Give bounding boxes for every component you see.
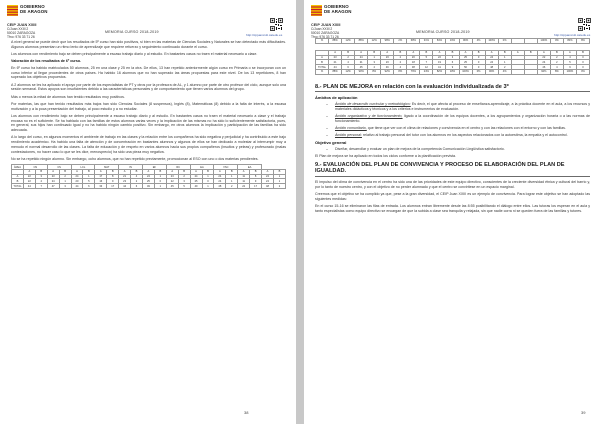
page-number: 38 (244, 410, 249, 415)
table-cell: 44 (71, 184, 83, 189)
table-cell: 4 (35, 179, 47, 184)
table-header-cell: RC (166, 165, 190, 170)
table-cell: 1 (59, 179, 71, 184)
table-cell: 5 (420, 55, 433, 60)
table-header-cell: A (563, 50, 576, 55)
list-item (315, 126, 590, 131)
table-cell: 2 (498, 65, 511, 70)
table-cell: 20 (407, 55, 420, 60)
school-website-link[interactable]: http://cpjuanxxiii.catedu.es (246, 33, 283, 37)
table-cell: 2 (178, 174, 190, 179)
bullet-dash: – (326, 102, 328, 107)
table-cell: 4 (131, 174, 143, 179)
logo-line-2: DE ARAGON (324, 8, 352, 14)
table-cell: 8 (107, 174, 119, 179)
table-header-cell: B (368, 50, 381, 55)
gobierno-aragon-logo (311, 5, 375, 19)
table-percent-cell: 8% (550, 69, 563, 74)
table-cell: 23 (381, 55, 394, 60)
table-cell: 9 (250, 179, 262, 184)
table-percent-cell: 100% (485, 39, 498, 44)
table-cell: 3 (35, 174, 47, 179)
table-cell: 24 (537, 60, 550, 65)
ambito-label: Ámbito de desarrollo curricular y metodológico: (335, 102, 411, 107)
table-cell: 50 (459, 65, 472, 70)
table-cell: 1 (202, 174, 214, 179)
ambito-text: ligado a la coordinación de los equipos docentes, a los agrupamientos y organización horaria o a las normas de funcionamiento. (335, 114, 590, 123)
paragraph: En el curso 15-16 se eliminaron las filas de entrada. Los alumnos entran libremente desde las 8:55 posibilitando el diálogo entre ellos. Las tutoras los esperan en el aula y tanto especialistas como equipo directivo se encargan de que la subida a clase sea tranquila y relajada, sin que nadie corra ni se queden fuera de las familias y tutores. (315, 203, 590, 213)
table-cell: 2 (131, 179, 143, 184)
table-percent-cell: 84% (433, 39, 446, 44)
table-cell: 7 (420, 60, 433, 65)
table-cell: 6 (446, 60, 459, 65)
table-header-cell: A (485, 50, 498, 55)
table-cell: 48 (214, 184, 226, 189)
table-cell: 46 (537, 65, 550, 70)
table-grade-cell: A (23, 169, 35, 174)
gobierno-aragon-logo (7, 5, 71, 19)
table-cell: 4 (368, 65, 381, 70)
table-cell: 49 (190, 184, 202, 189)
table-cell: 47 (47, 184, 59, 189)
table-cell: 49 (142, 184, 154, 189)
table-cell: 2 (550, 55, 563, 60)
list-item (315, 102, 590, 111)
table-header-cell: A (407, 50, 420, 55)
table-cell: 24 (355, 55, 368, 60)
table-grade-cell: A (47, 169, 59, 174)
table-cell: 5 (83, 179, 95, 184)
table-cell: 1 (273, 174, 285, 179)
table-cell: 1 (83, 174, 95, 179)
table-percent-cell: 92% (381, 69, 394, 74)
table-cell: 22 (433, 55, 446, 60)
table-header-cell: EA (190, 165, 214, 170)
table-grade-cell: A (95, 169, 107, 174)
table-cell: 1 (154, 174, 166, 179)
table-cell: 44 (23, 184, 35, 189)
table-percent-cell: 8% (394, 69, 407, 74)
table-header-cell: EF (142, 165, 166, 170)
table-grade-cell: B (83, 169, 95, 174)
table-cell: 25 (142, 179, 154, 184)
table-grade-cell: B (273, 169, 285, 174)
table-grade-cell: B (107, 169, 119, 174)
table-cell: 38 (407, 65, 420, 70)
table-header-cell: A (355, 50, 368, 55)
table-cell: 0 (154, 179, 166, 184)
paragraph: Creemos que el objetivo se ha cumplido ya que, pese a la gran diversidad, el CEIP Juan XXIII es un ejemplo de convivencia. Para lograr este objetivo se han adoptado las siguientes medidas: (315, 191, 590, 201)
table-cell: 22 (23, 174, 35, 179)
school-city: 50010 ZARAGOZA (311, 30, 340, 35)
table-cell: 33 (95, 184, 107, 189)
table-cell: 2 (342, 55, 355, 60)
table-cell: 44 (329, 65, 342, 70)
table-cell: 24 (190, 174, 202, 179)
table-percent-cell (511, 69, 524, 74)
table-percent-cell (524, 69, 537, 74)
table-cell: 2 (394, 60, 407, 65)
document-title: MEMORIA CURSO 2018-2019 (105, 30, 159, 34)
table-row-label: A (12, 174, 24, 179)
table-percent-cell: 96% (459, 39, 472, 44)
table-cell: 2 (550, 60, 563, 65)
table-cell: 24 (47, 179, 59, 184)
table-cell: 3 (59, 184, 71, 189)
school-name: CEIP JUAN XXIII (7, 23, 37, 27)
paragraph: A 2 alumnos se les ha aplicado el apoyo por parte de los especialistas de PT y otros por la profesora de AL, y 1 alumno por parte de otro profesor del ciclo, aunque solo una sesión semanal. Estos apoyos son insuficientes debido a las características personales y de comportamiento que tienen varios alumnos del grupo. (11, 82, 286, 92)
page-left (0, 0, 296, 424)
table-cell: 22 (537, 55, 550, 60)
table-cell: 3 (368, 60, 381, 65)
table-header-cell: B (394, 50, 407, 55)
table-cell: 0 (576, 60, 589, 65)
subheading-objetivo-general: Objetivo general (315, 140, 347, 146)
table-cell: 21 (119, 174, 131, 179)
table-cell: 17 (250, 184, 262, 189)
table-cell: 0 (576, 65, 589, 70)
section-heading-plan-mejora: 8.- PLAN DE MEJORA en relación con la evaluación individualizada de 3º (315, 84, 590, 93)
table-cell: 23 (329, 55, 342, 60)
table-cell: 22 (238, 184, 250, 189)
table-row-label: B (316, 60, 329, 65)
ambito-label: Ámbito organizativo y de funcionamiento, (335, 114, 403, 119)
table-row-label: TOTAL (13, 184, 22, 188)
table-row-label: TOTAL (316, 65, 329, 70)
table-percent-cell: 4% (472, 39, 485, 44)
section-heading-6-curso: Valoración de los resultados de 6º curso. (11, 59, 82, 64)
logo-line-1: GOBIERNO (324, 4, 349, 9)
table-header-cell: LCL (71, 165, 95, 170)
table-cell: 3 (178, 179, 190, 184)
left-content (11, 40, 286, 189)
table-grade-cell: A (262, 169, 274, 174)
table-cell: 23 (47, 174, 59, 179)
bullet-dash: – (326, 132, 328, 137)
table-percent-row (316, 69, 590, 74)
table-percent-cell: 0% (472, 69, 485, 74)
table-cell: 4 (342, 60, 355, 65)
table-grade-cell: A (190, 169, 202, 174)
table-percent-cell: 76% (407, 69, 420, 74)
table-percent-cell: 0% (576, 69, 589, 74)
table-cell: 23 (166, 174, 178, 179)
table-percent-cell: 0% (550, 39, 563, 44)
table-header-cell: B (446, 50, 459, 55)
table-cell: 23 (381, 60, 394, 65)
table-cell: 0 (472, 55, 485, 60)
list-item (315, 114, 590, 123)
school-street: C/Juan XXIII 2 (7, 26, 29, 31)
school-phone: Tfno: 976 33 71 26 (7, 34, 35, 39)
table-percent-cell: 92% (537, 69, 550, 74)
table-header-cell: CN (23, 165, 47, 170)
table-percent-cell: 8% (576, 39, 589, 44)
table-cell: 24 (142, 174, 154, 179)
results-table-6-curso (11, 164, 286, 189)
table-cell: 4 (394, 65, 407, 70)
table-cell: 24 (214, 174, 226, 179)
table-percent-cell: 12% (342, 39, 355, 44)
table-cell: 11 (238, 179, 250, 184)
table-percent-cell: 31% (420, 39, 433, 44)
table-cell: 0 (472, 60, 485, 65)
table-grade-cell: B (250, 169, 262, 174)
paragraph: No se ha repetido ningún alumno. Sin embargo, ocho alumnos, que no han repetido previamente, promocionan al ESO con uno o dos materias pendientes. (11, 156, 259, 161)
table-cell: 2 (226, 184, 238, 189)
table-cell: 21 (355, 60, 368, 65)
table-cell: 17 (107, 184, 119, 189)
table-cell: 1 (154, 184, 166, 189)
logo-line-2: DE ARAGON (20, 8, 48, 14)
table-percent-cell: 2% (394, 39, 407, 44)
table-percent-cell: 80% (563, 39, 576, 44)
table-cell: 8 (250, 174, 262, 179)
ambito-text: relativo al trabajo personal del tutor con los alumnos en los aspectos relacionados con la autoestima, la empatía y el autocontrol. (361, 132, 568, 137)
table-cell: 6 (342, 65, 355, 70)
table-cell: 22 (23, 179, 35, 184)
paragraph: Los alumnos con rendimiento bajo se deben principalmente a escaso trabajo diario y al estudio. En bastantes casos no traen el material necesario a clase y el trabajo encasa no es el suficiente. Se ha hablado con las familias de estos alumnos varias veces y la implicación de las mismas no ha sido lo suficientemente satisfactoria, pues, en general, sus hijos han continuado igual y no ha habido ningún cambio positivo. Sin embargo, en otros alumnos la implicación y participación de las familias ha sido adecuada. (11, 114, 286, 133)
table-cell: 11 (238, 174, 250, 179)
table-cell: 48 (485, 65, 498, 70)
table-percent-cell: 12% (368, 39, 381, 44)
table-cell: 6 (83, 184, 95, 189)
table-percent-cell: 0% (498, 39, 511, 44)
table-header-cell: ÁREA (12, 165, 24, 170)
table-row-label: % (316, 39, 329, 44)
table-cell: 1 (498, 55, 511, 60)
table-cell: 45 (166, 184, 178, 189)
table-percent-cell: 16% (446, 39, 459, 44)
table-header-cell: A (537, 50, 550, 55)
table-header-cell: IN (119, 165, 143, 170)
table-percent-cell (524, 39, 537, 44)
page-right (304, 0, 600, 424)
table-percent-cell: 90% (355, 69, 368, 74)
table-cell: 25 (190, 179, 202, 184)
table-cell: 46 (381, 65, 394, 70)
table-cell: 2 (59, 174, 71, 179)
table-cell: 48 (262, 184, 274, 189)
table-grade-cell: A (142, 169, 154, 174)
table-cell: 1 (202, 184, 214, 189)
table-percent-cell: 24% (420, 69, 433, 74)
table-cell: 0 (576, 55, 589, 60)
table-cell: 1 (226, 179, 238, 184)
table-percent-cell: 82% (433, 69, 446, 74)
qr-code-icon (578, 18, 591, 31)
table-header-cell: CS (47, 165, 71, 170)
table-cell: 0 (202, 179, 214, 184)
table-grade-cell: A (166, 169, 178, 174)
table-header-cell: A (511, 50, 524, 55)
ambito-text: que tiene que ver con el clima de relaciones y convivencia en el centro y con las relaciones con el entorno y con las familias. (366, 125, 566, 130)
table-cell: 5 (178, 184, 190, 189)
table-header-cell: B (576, 50, 589, 55)
table-header-cell: A (329, 50, 342, 55)
paragraph: El Plan de mejora se ha aplicado en todos los ciclos conforme a la planificación prevista. (315, 154, 457, 159)
table-header-cell: MAT (95, 165, 119, 170)
table-percent-cell: 100% (537, 39, 550, 44)
table-grade-cell: B (178, 169, 190, 174)
table-percent-cell: 8% (368, 69, 381, 74)
table-row (12, 184, 286, 189)
table-cell: 22 (166, 179, 178, 184)
ambito-label: Ámbito comunitario, (335, 125, 367, 130)
table-cell: 4 (550, 65, 563, 70)
school-name: CEIP JUAN XXIII (311, 23, 341, 27)
table-grade-cell: A (71, 169, 83, 174)
table-cell: 21 (329, 60, 342, 65)
school-city: 50010 ZARAGOZA (7, 30, 36, 35)
table-cell: 24 (485, 60, 498, 65)
table-cell: 1 (273, 179, 285, 184)
paragraph: A nivel general se puede decir que los resultados de 5º curso han sido positivos, si bien en las materias de Ciencias Sociales y Naturales se han detectado más dificultades. Algunos alumnos presentan un ritmo lento de aprendizaje que requiere refuerzo y seguimiento continuado durante el curso. (11, 40, 286, 49)
table-cell: 16 (95, 179, 107, 184)
aragon-flag-icon (7, 5, 18, 16)
table-row-label: % (316, 69, 329, 74)
paragraph: El impulso del clima de convivencia en el centro ha sido una de las prioridades de este equipo directivo, conscientes de la creciente diversidad étnica y cultural del barrio y, por lo tanto de nuestro centro, y con el objetivo de no perder alumnado y que el centro se convirtiese en un espacio marginal. (315, 179, 590, 189)
table-cell: 9 (107, 179, 119, 184)
table-percent-cell: 98% (381, 39, 394, 44)
table-grade-cell: A (119, 169, 131, 174)
table-cell: 9 (563, 65, 576, 70)
table-cell: 23 (119, 179, 131, 184)
table-grade-cell: A (214, 169, 226, 174)
bullet-dash: – (326, 125, 328, 130)
table-row-label: A (316, 55, 329, 60)
table-header-cell: EA (238, 165, 262, 170)
table-grade-cell: B (59, 169, 71, 174)
table-header-cell: B (498, 50, 511, 55)
table-cell: 24 (262, 179, 274, 184)
table-grade-cell: B (202, 169, 214, 174)
table-percent-cell: 88% (329, 39, 342, 44)
table-cell: 7 (35, 184, 47, 189)
section-heading-convivencia: 9.- EVALUACIÓN DEL PLAN DE CONVIVENCIA Y PROCESO DE ELABORACIÓN DEL PLAN DE IGUALDAD. (315, 162, 590, 177)
table-grade-cell: B (35, 169, 47, 174)
aragon-flag-icon (311, 5, 322, 16)
table-header-cell: B (524, 50, 537, 55)
table-cell: 24 (485, 55, 498, 60)
table-cell: 45 (355, 65, 368, 70)
table-header-cell: A (433, 50, 446, 55)
results-table-3-curso (315, 50, 590, 75)
bullet-dash: – (326, 114, 328, 119)
table-cell: 3 (446, 55, 459, 60)
table-cell: 2 (273, 184, 285, 189)
ambito-text: Es decir, el que afecta al proceso de enseñanza-aprendizaje, a la práctica docente en el aula, a los recursos y materiales didácticos y técnicos y a los criterios e instrumentos de evaluación. (335, 102, 591, 111)
objective-text: Diseñar, desarrollar y evaluar un plan de mejora de la competencia Comunicación Lingüística satisfactorio. (335, 147, 505, 152)
table-cell: 24 (71, 174, 83, 179)
table-grade-cell: A (238, 169, 250, 174)
table-cell: 0 (472, 65, 485, 70)
table-header-cell: B (342, 50, 355, 55)
table-header-cell: B (550, 50, 563, 55)
table-cell: 4 (563, 55, 576, 60)
qr-code-icon (270, 18, 283, 31)
table-grade-cell: B (154, 169, 166, 174)
right-content (315, 38, 590, 216)
school-street: C/Juan XXIII 2 (311, 26, 333, 31)
table-grade-cell: B (226, 169, 238, 174)
table-percent-cell: 88% (329, 69, 342, 74)
table-cell: 1 (368, 55, 381, 60)
table-cell: 17 (95, 174, 107, 179)
table-cell: 18 (407, 60, 420, 65)
school-address (7, 24, 36, 40)
table-cell: 24 (262, 174, 274, 179)
paragraph: Los alumnos con rendimiento bajo se deben principalmente a escaso trabajo diario y al estudio. En bastantes casos no traen el material necesario a clase. (11, 52, 258, 56)
table-grade-cell: B (131, 169, 143, 174)
table-cell: 44 (119, 184, 131, 189)
table-percent-cell (511, 39, 524, 44)
paragraph: Por materias, las que han tenido resultados más bajos han sido Ciencias Sociales (8 suspensos), Inglés (8), Matemáticas (8) debido a la falta de interés, a la escasa motivación y a la poca presentación del trabajo, al poco estudio y a no estudiar. (11, 102, 286, 111)
subheading-ambitos: Ámbitos de aplicación (315, 95, 358, 101)
school-phone: Tfno: 976 33 71 26 (311, 34, 339, 39)
table-cell: 9 (446, 65, 459, 70)
table-cell: 2 (394, 55, 407, 60)
table-header-cell: B (472, 50, 485, 55)
bullet-dash: – (326, 147, 328, 152)
table-cell: 5 (563, 60, 576, 65)
paragraph: Más o menos la mitad de alumnos han tenido resultados muy positivos. (11, 94, 125, 99)
table-cell: 1 (498, 60, 511, 65)
table-percent-cell: 88% (355, 39, 368, 44)
list-item (315, 147, 590, 152)
table-cell: 19 (433, 60, 446, 65)
table-row (316, 39, 590, 44)
percent-table-top (315, 38, 590, 44)
table-percent-cell: 12% (342, 69, 355, 74)
table-percent-cell: 4% (498, 69, 511, 74)
table-header-cell: A (459, 50, 472, 55)
table-header-cell: VSC (214, 165, 238, 170)
table-percent-cell: 96% (485, 69, 498, 74)
table-percent-cell: 100% (563, 69, 576, 74)
table-cell: 24 (214, 179, 226, 184)
table-header-cell: A (381, 50, 394, 55)
table-cell: 25 (459, 60, 472, 65)
table-cell: 6 (131, 184, 143, 189)
school-website-link[interactable]: http://cpjuanxxiii.catedu.es (554, 33, 591, 37)
table-cell: 12 (420, 65, 433, 70)
table-cell: 20 (71, 179, 83, 184)
paragraph: A lo largo del curso, en algunos momentos el ambiente de trabajo en las clases y la relación entre los compañeros ha sido negativa y perjudicial y ha contribuido a este bajo rendimiento académico. Ha habido una falta de atención y de concentración en bastantes alumnos y algunos de ellos se han dedicado a molestar al interrumpir muy a menudo el normal desarrollo de las clases. La falta de educación y de respeto en varios alumnos hacia sus propios compañeros (insultos y peleas) y profesorado (malas contestaciones, no hacer caso lo que se les dice, menosprecio) ha sido una pieza muy negativa. (11, 135, 286, 154)
ambito-label: Ámbito personal: (335, 132, 362, 137)
page-number: 39 (581, 410, 586, 415)
table-percent-cell: 18% (446, 69, 459, 74)
table-row-label: B (12, 179, 24, 184)
logo-line-1: GOBIERNO (20, 4, 45, 9)
table-cell: 41 (433, 65, 446, 70)
table-percent-cell: 68% (407, 39, 420, 44)
table-cell: 25 (459, 55, 472, 60)
document-title: MEMORIA CURSO 2018-2019 (416, 30, 470, 34)
paragraph: En 6º curso ha habido matriculados 50 alumnos, 25 en una clase y 25 en la otra. De ellos, 13 han repetido anteriormente algún curso en Primaria o se incorporan con un curso inferior al llegar procedentes de otros países. Ha habido 16 alumnos que no han superado las áreas propuestas para este nivel. De los 13 repetidores, 8 han superado los objetivos propuestos. (11, 66, 286, 80)
table-cell: 1 (226, 174, 238, 179)
table-header-cell: B (420, 50, 433, 55)
table-percent-cell: 100% (459, 69, 472, 74)
list-item (315, 133, 590, 138)
